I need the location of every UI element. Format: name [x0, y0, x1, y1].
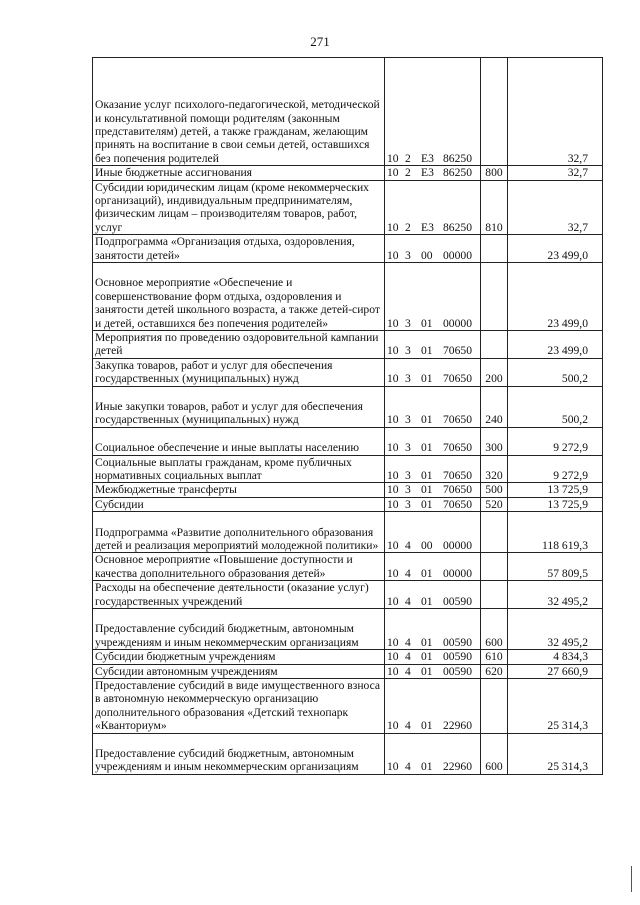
- code-part: 4: [405, 664, 411, 678]
- row-expense-type: 610: [481, 650, 508, 664]
- row-expense-type: [481, 263, 508, 331]
- row-sum: 500,2: [508, 358, 603, 386]
- code-part: 00590: [443, 594, 472, 608]
- table-body: [93, 58, 603, 775]
- row-name: Основное мероприятие «Повышение доступности и качества дополнительного образования детей»: [93, 553, 385, 581]
- code-part: 10: [387, 664, 399, 678]
- code-part: 70650: [443, 413, 472, 427]
- row-name: Предоставление субсидий бюджетным, автономным учреждениям и иным некоммерческим организациям: [93, 609, 385, 650]
- code-part: 3: [405, 372, 411, 386]
- row-name: Субсидии бюджетным учреждениям: [93, 650, 385, 664]
- row-name: Социальные выплаты гражданам, кроме публичных нормативных социальных выплат: [93, 455, 385, 483]
- row-name: Мероприятия по проведению оздоровительной кампании детей: [93, 331, 385, 359]
- code-part: 10: [387, 151, 399, 165]
- table-row: [93, 553, 603, 581]
- row-code: [385, 358, 481, 386]
- row-name: Субсидии: [93, 497, 385, 511]
- row-expense-type: [481, 235, 508, 263]
- code-part: 10: [387, 316, 399, 330]
- row-name: Социальное обеспечение и иные выплаты населению: [93, 427, 385, 455]
- row-expense-type: [481, 553, 508, 581]
- code-part: 10: [387, 539, 399, 553]
- code-part: 10: [387, 566, 399, 580]
- code-part: 3: [405, 248, 411, 262]
- code-part: 00000: [443, 566, 472, 580]
- row-sum: 23 499,0: [508, 331, 603, 359]
- row-expense-type: 520: [481, 497, 508, 511]
- row-code: [385, 386, 481, 427]
- row-name: Подпрограмма «Развитие дополнительного образования детей и реализация мероприятий молодежной политики»: [93, 512, 385, 553]
- code-part: 10: [387, 372, 399, 386]
- row-sum: 9 272,9: [508, 427, 603, 455]
- code-part: 70650: [443, 372, 472, 386]
- row-expense-type: [481, 331, 508, 359]
- table-row: [93, 455, 603, 483]
- code-part: 3: [405, 441, 411, 455]
- code-part: 10: [387, 413, 399, 427]
- row-sum: 23 499,0: [508, 263, 603, 331]
- code-part: 4: [405, 539, 411, 553]
- row-code: [385, 553, 481, 581]
- table-row: [93, 58, 603, 166]
- row-sum: 25 314,3: [508, 679, 603, 734]
- row-code: [385, 497, 481, 511]
- row-sum: 32 495,2: [508, 609, 603, 650]
- code-part: 00590: [443, 664, 472, 678]
- code-part: 70650: [443, 344, 472, 358]
- row-name: Подпрограмма «Организация отдыха, оздоровления, занятости детей»: [93, 235, 385, 263]
- code-part: 70650: [443, 483, 472, 497]
- code-part: 00590: [443, 635, 472, 649]
- table-row: [93, 664, 603, 678]
- code-part: 00000: [443, 316, 472, 330]
- table-row: [93, 331, 603, 359]
- page-number: 271: [310, 34, 330, 49]
- scan-mark: [631, 866, 632, 892]
- code-part: 01: [421, 483, 433, 497]
- row-expense-type: 320: [481, 455, 508, 483]
- code-part: 00: [421, 248, 433, 262]
- row-name: Межбюджетные трансферты: [93, 483, 385, 497]
- code-part: 10: [387, 760, 399, 774]
- row-name: Закупка товаров, работ и услуг для обеспечения государственных (муниципальных) нужд: [93, 358, 385, 386]
- table-row: [93, 609, 603, 650]
- row-sum: 13 725,9: [508, 497, 603, 511]
- code-part: 10: [387, 441, 399, 455]
- table-row: [93, 581, 603, 609]
- code-part: 01: [421, 413, 433, 427]
- row-code: [385, 664, 481, 678]
- row-code: [385, 609, 481, 650]
- code-part: 10: [387, 344, 399, 358]
- table-row: [93, 497, 603, 511]
- code-part: 10: [387, 594, 399, 608]
- table-row: [93, 483, 603, 497]
- code-part: 2: [405, 151, 411, 165]
- row-sum: 13 725,9: [508, 483, 603, 497]
- code-part: 4: [405, 635, 411, 649]
- code-part: 3: [405, 316, 411, 330]
- row-expense-type: 500: [481, 483, 508, 497]
- row-name: Иные закупки товаров, работ и услуг для обеспечения государственных (муниципальных) нужд: [93, 386, 385, 427]
- row-name: Основное мероприятие «Обеспечение и совершенствование форм отдыха, оздоровления и занятости детей школьного возраста, а также детей-сирот и детей, оставшихся без попечения родителей»: [93, 263, 385, 331]
- row-code: [385, 733, 481, 774]
- row-sum: 32,7: [508, 58, 603, 166]
- row-name: Оказание услуг психолого-педагогической, методической и консультативной помощи родителям (законным представителям) детей, а также гражданам, желающим принять на воспитание в свои семьи детей, оставшихся без попечения родителей: [93, 58, 385, 166]
- row-expense-type: 620: [481, 664, 508, 678]
- code-part: 4: [405, 760, 411, 774]
- code-part: 10: [387, 483, 399, 497]
- code-part: 2: [405, 166, 411, 180]
- row-expense-type: 600: [481, 609, 508, 650]
- row-expense-type: 810: [481, 180, 508, 235]
- code-part: 86250: [443, 151, 472, 165]
- code-part: 3: [405, 469, 411, 483]
- budget-table: [92, 57, 603, 775]
- code-part: 01: [421, 719, 433, 733]
- code-part: 10: [387, 497, 399, 511]
- row-name: Предоставление субсидий бюджетным, автономным учреждениям и иным некоммерческим организациям: [93, 733, 385, 774]
- row-sum: 118 619,3: [508, 512, 603, 553]
- row-expense-type: 200: [481, 358, 508, 386]
- row-expense-type: 300: [481, 427, 508, 455]
- row-expense-type: 240: [481, 386, 508, 427]
- code-part: 10: [387, 469, 399, 483]
- code-part: 01: [421, 469, 433, 483]
- row-name: Расходы на обеспечение деятельности (оказание услуг) государственных учреждений: [93, 581, 385, 609]
- row-sum: 9 272,9: [508, 455, 603, 483]
- row-sum: 500,2: [508, 386, 603, 427]
- table-row: [93, 427, 603, 455]
- code-part: 01: [421, 664, 433, 678]
- code-part: 01: [421, 650, 433, 664]
- code-part: 4: [405, 719, 411, 733]
- row-name: Предоставление субсидий в виде имущественного взноса в автономную некоммерческую организацию дополнительного образования «Детский технопарк «Кванториум»: [93, 679, 385, 734]
- table-row: [93, 512, 603, 553]
- row-expense-type: [481, 679, 508, 734]
- row-sum: 32,7: [508, 180, 603, 235]
- code-part: 01: [421, 760, 433, 774]
- code-part: 3: [405, 483, 411, 497]
- code-part: 3: [405, 497, 411, 511]
- row-expense-type: 600: [481, 733, 508, 774]
- row-expense-type: 800: [481, 166, 508, 180]
- code-part: 01: [421, 497, 433, 511]
- code-part: 10: [387, 166, 399, 180]
- code-part: Е3: [421, 151, 434, 165]
- row-code: [385, 180, 481, 235]
- row-code: [385, 427, 481, 455]
- code-part: 70650: [443, 469, 472, 483]
- code-part: 10: [387, 635, 399, 649]
- row-sum: 23 499,0: [508, 235, 603, 263]
- row-code: [385, 650, 481, 664]
- code-part: 4: [405, 650, 411, 664]
- code-part: 10: [387, 248, 399, 262]
- code-part: 00000: [443, 539, 472, 553]
- row-expense-type: [481, 58, 508, 166]
- table-row: [93, 166, 603, 180]
- code-part: 70650: [443, 497, 472, 511]
- row-code: [385, 331, 481, 359]
- row-expense-type: [481, 581, 508, 609]
- code-part: 3: [405, 344, 411, 358]
- code-part: 01: [421, 372, 433, 386]
- code-part: 4: [405, 594, 411, 608]
- code-part: 00000: [443, 248, 472, 262]
- code-part: 01: [421, 566, 433, 580]
- table-row: [93, 679, 603, 734]
- code-part: Е3: [421, 166, 434, 180]
- code-part: 10: [387, 719, 399, 733]
- row-code: [385, 455, 481, 483]
- row-code: [385, 483, 481, 497]
- table-row: [93, 733, 603, 774]
- code-part: 01: [421, 594, 433, 608]
- row-code: [385, 263, 481, 331]
- table-row: [93, 180, 603, 235]
- row-sum: 27 660,9: [508, 664, 603, 678]
- code-part: 00: [421, 539, 433, 553]
- row-code: [385, 58, 481, 166]
- code-part: 10: [387, 220, 399, 234]
- row-sum: 32,7: [508, 166, 603, 180]
- table-row: [93, 386, 603, 427]
- row-code: [385, 235, 481, 263]
- row-code: [385, 512, 481, 553]
- code-part: 22960: [443, 760, 472, 774]
- row-sum: 32 495,2: [508, 581, 603, 609]
- row-name: Субсидии юридическим лицам (кроме некоммерческих организаций), индивидуальным предпринимателям, физическим лицам – производителям товаров, работ, услуг: [93, 180, 385, 235]
- code-part: 01: [421, 316, 433, 330]
- code-part: Е3: [421, 220, 434, 234]
- table-row: [93, 235, 603, 263]
- row-name: Субсидии автономным учреждениям: [93, 664, 385, 678]
- code-part: 00590: [443, 650, 472, 664]
- table-row: [93, 358, 603, 386]
- code-part: 10: [387, 650, 399, 664]
- code-part: 2: [405, 220, 411, 234]
- code-part: 3: [405, 413, 411, 427]
- code-part: 70650: [443, 441, 472, 455]
- code-part: 4: [405, 566, 411, 580]
- table-row: [93, 263, 603, 331]
- row-sum: 4 834,3: [508, 650, 603, 664]
- row-code: [385, 166, 481, 180]
- row-code: [385, 679, 481, 734]
- row-name: Иные бюджетные ассигнования: [93, 166, 385, 180]
- table-row: [93, 650, 603, 664]
- code-part: 86250: [443, 166, 472, 180]
- row-code: [385, 581, 481, 609]
- row-sum: 25 314,3: [508, 733, 603, 774]
- row-sum: 57 809,5: [508, 553, 603, 581]
- code-part: 01: [421, 441, 433, 455]
- code-part: 86250: [443, 220, 472, 234]
- row-expense-type: [481, 512, 508, 553]
- code-part: 01: [421, 344, 433, 358]
- code-part: 22960: [443, 719, 472, 733]
- code-part: 01: [421, 635, 433, 649]
